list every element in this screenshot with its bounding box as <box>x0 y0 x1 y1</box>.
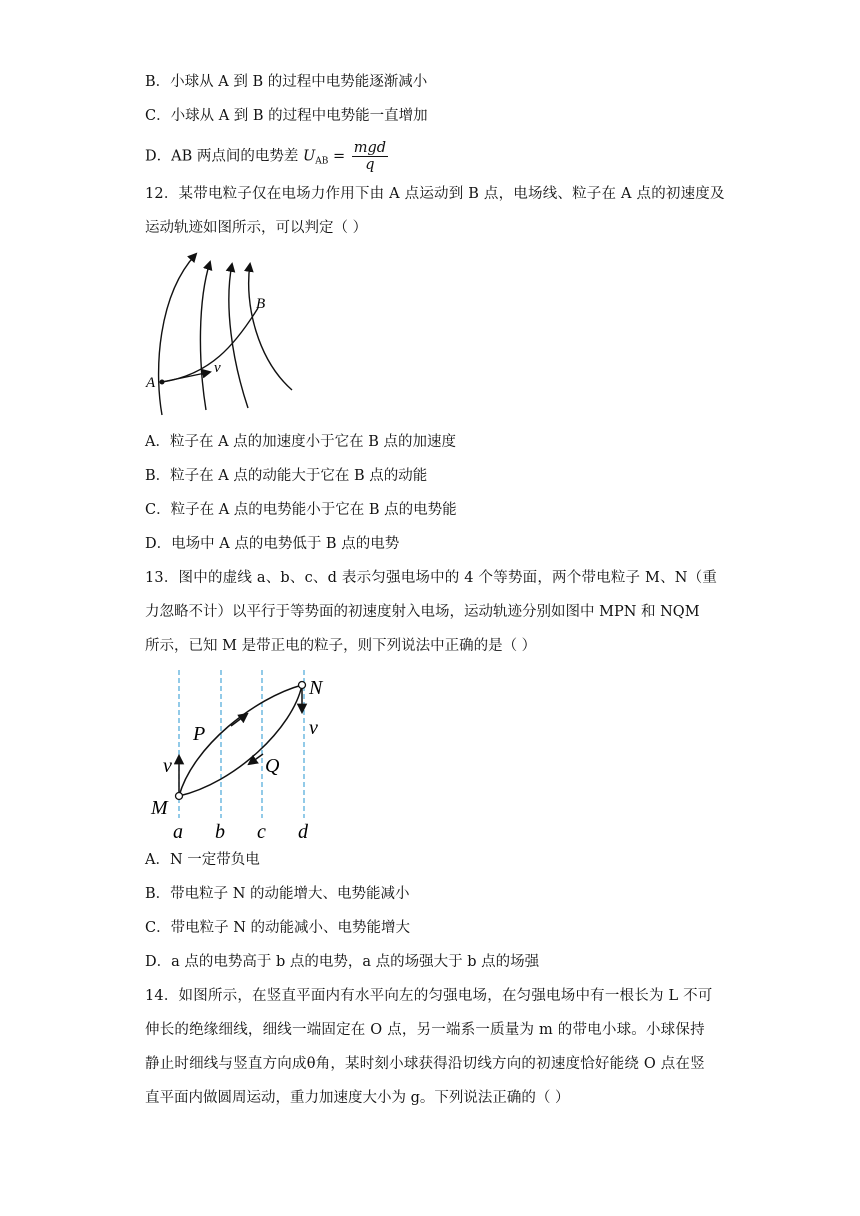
label-v-left: v <box>163 755 172 777</box>
q12-figure <box>140 250 310 420</box>
q11-option-d-sub: AB <box>315 156 329 167</box>
q14-stem-line4: 直平面内做圆周运动，重力加速度大小为 g。下列说法正确的（ ） <box>145 1090 570 1106</box>
q11-option-c: C．小球从 A 到 B 的过程中电势能一直增加 <box>145 108 428 124</box>
label-v-right: v <box>309 717 318 739</box>
field-line-4 <box>249 264 292 390</box>
q12-option-c: C．粒子在 A 点的电势能小于它在 B 点的电势能 <box>145 502 457 518</box>
q13-stem-line1: 13．图中的虚线 a、b、c、d 表示匀强电场中的 4 个等势面，两个带电粒子 M、N（重 <box>145 570 718 586</box>
label-v: v <box>214 360 221 376</box>
q11-option-d-prefix: D．AB 两点间的电势差 <box>145 148 299 165</box>
label-a-plane: a <box>173 821 183 843</box>
q11-option-d-symbol: U <box>302 148 316 165</box>
q12-stem-line1: 12．某带电粒子仅在电场力作用下由 A 点运动到 B 点，电场线、粒子在 A 点的初速度及 <box>145 186 725 202</box>
label-p: P <box>193 723 206 745</box>
q12-option-b: B．粒子在 A 点的动能大于它在 B 点的动能 <box>145 468 428 484</box>
label-c-plane: c <box>257 821 266 843</box>
label-d-plane: d <box>298 821 308 843</box>
arrow-on-nqm <box>249 754 263 764</box>
q12-stem-line2: 运动轨迹如图所示，可以判定（ ） <box>145 220 368 236</box>
q13-option-d: D．a 点的电势高于 b 点的电势，a 点的场强大于 b 点的场强 <box>145 954 540 970</box>
q13-figure <box>145 668 345 844</box>
q14-stem-line3: 静止时细线与竖直方向成θ角，某时刻小球获得沿切线方向的初速度恰好能绕 O 点在竖 <box>145 1056 705 1072</box>
q11-option-b: B．小球从 A 到 B 的过程中电势能逐渐减小 <box>145 74 428 90</box>
q14-stem-line1: 14．如图所示，在竖直平面内有水平向左的匀强电场，在匀强电场中有一根长为 L 不可 <box>145 988 713 1004</box>
label-a: A <box>146 375 156 391</box>
label-b: B <box>256 296 266 312</box>
q13-option-c: C．带电粒子 N 的动能减小、电势能增大 <box>145 920 410 936</box>
particle-m <box>176 793 183 800</box>
q11-option-d <box>145 140 388 173</box>
q13-option-b: B．带电粒子 N 的动能增大、电势能减小 <box>145 886 410 902</box>
point-a-dot <box>160 380 165 385</box>
field-line-1 <box>159 254 196 415</box>
q11-fraction-numerator: mgd <box>353 140 387 156</box>
q11-option-d-fraction <box>352 140 388 173</box>
particle-n <box>299 682 306 689</box>
field-line-2 <box>200 262 210 410</box>
q12-option-d: D．电场中 A 点的电势低于 B 点的电势 <box>145 536 400 552</box>
q12-option-a: A．粒子在 A 点的加速度小于它在 B 点的加速度 <box>145 434 457 450</box>
label-b-plane: b <box>215 821 225 843</box>
q13-option-a: A．N 一定带负电 <box>145 852 260 868</box>
q11-fraction-denominator: q <box>365 157 375 173</box>
trajectory-curve <box>162 308 258 382</box>
q11-option-d-eq: = <box>332 148 346 165</box>
q14-stem-line2: 伸长的绝缘细线，细线一端固定在 O 点，另一端系一质量为 m 的带电小球。小球保持 <box>145 1022 705 1038</box>
q13-stem-line3: 所示，已知 M 是带正电的粒子，则下列说法中正确的是（ ） <box>145 638 537 654</box>
label-n: N <box>309 677 323 699</box>
arrow-on-mpn <box>231 714 247 726</box>
label-q: Q <box>265 755 280 777</box>
label-m: M <box>151 797 168 819</box>
q13-stem-line2: 力忽略不计）以平行于等势面的初速度射入电场，运动轨迹分别如图中 MPN 和 NQM <box>145 604 700 620</box>
